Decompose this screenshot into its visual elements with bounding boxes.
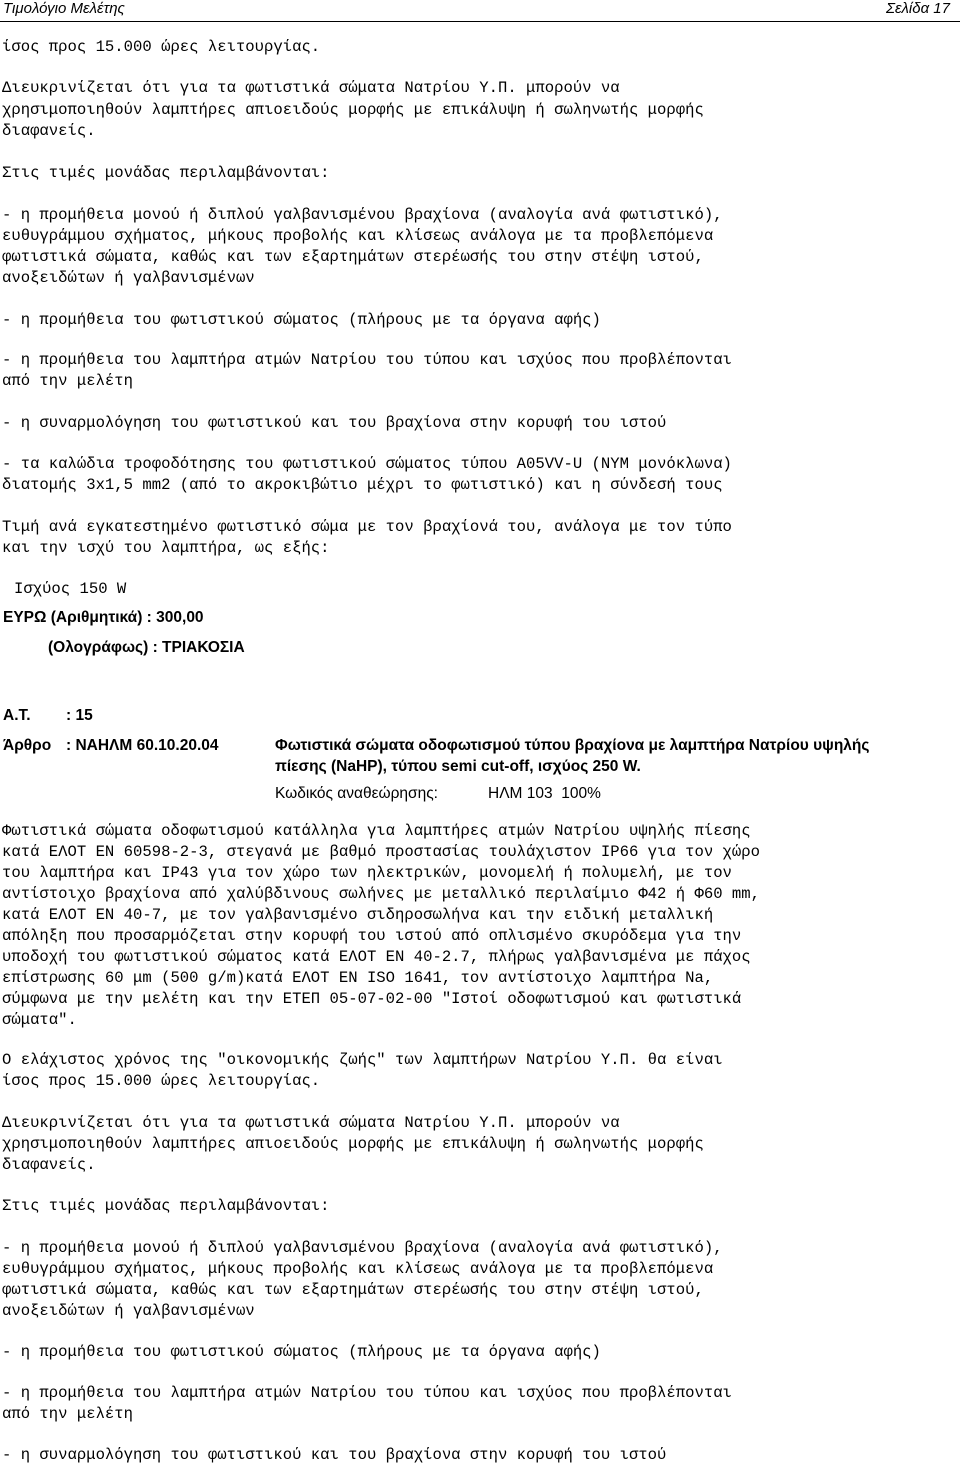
article-title: Φωτιστικά σώματα οδοφωτισμού τύπου βραχίονα με λαμπτήρα Νατρίου υψηλής [275,737,870,754]
page-number: Σελίδα 17 [885,0,950,17]
text-line: ευθυγράμμου σχήματος, μήκους προβολής και κλίσεως ανάλογα με τα προβλεπόμενα [2,1260,714,1278]
text-line: ίσος προς 15.000 ώρες λειτουργίας. [2,38,321,56]
text-line: ευθυγράμμου σχήματος, μήκους προβολής και κλίσεως ανάλογα με τα προβλεπόμενα [2,227,714,245]
text-line: Στις τιμές μονάδας περιλαμβάνονται: [2,164,330,182]
at-label: Α.Τ. [3,707,31,724]
text-line: απόληξη που προσαρμόζεται στην κορυφή του ιστού από οπλισμένο σκυρόδεμα για την [2,927,742,945]
page-header [0,0,960,22]
text-line: από την μελέτη [2,1405,134,1423]
text-line: Τιμή ανά εγκατεστημένο φωτιστικό σώμα με τον βραχίονά του, ανάλογα με τον τύπο [2,518,732,536]
text-line: - η συναρμολόγηση του φωτιστικού και του βραχίονα στην κορυφή του ιστού [2,1446,667,1464]
text-line: σώματα". [2,1011,77,1029]
text-line: - η προμήθεια μονού ή διπλού γαλβανισμένου βραχίονα (αναλογία ανά φωτιστικό), [2,206,723,224]
text-line: κατά ΕΛΟΤ ΕΝ 60598-2-3, στεγανά με βαθμό προστασίας τουλάχιστον ΙΡ66 για τον χώρο [2,843,760,861]
text-line: διαφανείς. [2,122,96,140]
text-line: χρησιμοποιηθούν λαμπτήρες απιοειδούς μορφής με επικάλυψη ή σωληνωτής μορφής [2,1135,704,1153]
revision-value: ΗΛΜ 103 100% [488,785,601,802]
price-words: (Ολογράφως) : ΤΡΙΑΚΟΣΙΑ [48,639,245,656]
article-title-continued: πίεσης (NaHP), τύπου semi cut-off, ισχύος 250 W. [275,758,641,775]
text-line: Στις τιμές μονάδας περιλαμβάνονται: [2,1197,330,1215]
text-line: ανοξειδώτων ή γαλβανισμένων [2,269,255,287]
arthro-label: Άρθρο [3,737,52,754]
at-value: : 15 [66,707,93,724]
text-line: υποδοχή του φωτιστικού σώματος κατά ΕΛΟΤ ΕΝ 40-2.7, πλήρως γαλβανισμένα με πάχος [2,948,751,966]
text-line: του λαμπτήρα και ΙΡ43 για τον χώρο των ηλεκτρικών, μονομελή ή πολυμελή, με τον [2,864,732,882]
text-line: - η προμήθεια του φωτιστικού σώματος (πλήρους με τα όργανα αφής) [2,311,601,329]
text-line: κατά ΕΛΟΤ ΕΝ 40-7, με τον γαλβανισμένο σιδηροσωλήνα και την ειδική μεταλλική [2,906,714,924]
text-line: ίσος προς 15.000 ώρες λειτουργίας. [2,1072,321,1090]
text-line: διατομής 3x1,5 mm2 (από το ακροκιβώτιο μέχρι το φωτιστικό) και η σύνδεσή τους [2,476,723,494]
document-title: Τιμολόγιο Μελέτης [3,0,125,17]
text-line: από την μελέτη [2,372,134,390]
text-line: ανοξειδώτων ή γαλβανισμένων [2,1302,255,1320]
text-line: αντίστοιχο βραχίονα από χαλύβδινους σωλήνες με μεταλλικό περιλαίμιο Φ42 ή Φ60 mm, [2,885,760,903]
text-line: διαφανείς. [2,1156,96,1174]
text-line: χρησιμοποιηθούν λαμπτήρες απιοειδούς μορφής με επικάλυψη ή σωληνωτής μορφής [2,101,704,119]
text-line: - η συναρμολόγηση του φωτιστικού και του βραχίονα στην κορυφή του ιστού [2,414,667,432]
text-line: Ο ελάχιστος χρόνος της "οικονομικής ζωής" των λαμπτήρων Νατρίου Υ.Π. θα είναι [2,1051,723,1069]
power-rating: Ισχύος 150 W [14,580,127,598]
price-numeric: ΕΥΡΩ (Αριθμητικά) : 300,00 [3,609,204,626]
text-line: Φωτιστικά σώματα οδοφωτισμού κατάλληλα για λαμπτήρες ατμών Νατρίου υψηλής πίεσης [2,822,751,840]
revision-label: Κωδικός αναθεώρησης: [275,785,438,802]
text-line: επίστρωσης 60 μm (500 g/m)κατά ΕΛΟΤ ΕΝ ISO 1641, τον αντίστοιχο λαμπτήρα Na, [2,969,714,987]
text-line: Διευκρινίζεται ότι για τα φωτιστικά σώματα Νατρίου Υ.Π. μπορούν να [2,1114,620,1132]
text-line: - η προμήθεια του φωτιστικού σώματος (πλήρους με τα όργανα αφής) [2,1343,601,1361]
text-line: - η προμήθεια μονού ή διπλού γαλβανισμένου βραχίονα (αναλογία ανά φωτιστικό), [2,1239,723,1257]
text-line: φωτιστικά σώματα, καθώς και των εξαρτημάτων στερέωσής του στην στέψη ιστού, [2,1281,704,1299]
text-line: - η προμήθεια του λαμπτήρα ατμών Νατρίου του τύπου και ισχύος που προβλέπονται [2,1384,732,1402]
arthro-value: : ΝΑΗΛΜ 60.10.20.04 [66,737,219,754]
text-line: - η προμήθεια του λαμπτήρα ατμών Νατρίου του τύπου και ισχύος που προβλέπονται [2,351,732,369]
text-line: Διευκρινίζεται ότι για τα φωτιστικά σώματα Νατρίου Υ.Π. μπορούν να [2,79,620,97]
text-line: και την ισχύ του λαμπτήρα, ως εξής: [2,539,330,557]
text-line: σύμφωνα με την μελέτη και την ΕΤΕΠ 05-07-02-00 "Ιστοί οδοφωτισμού και φωτιστικά [2,990,742,1008]
text-line: - τα καλώδια τροφοδότησης του φωτιστικού σώματος τύπου A05VV-U (NYM μονόκλωνα) [2,455,732,473]
text-line: φωτιστικά σώματα, καθώς και των εξαρτημάτων στερέωσής του στην στέψη ιστού, [2,248,704,266]
